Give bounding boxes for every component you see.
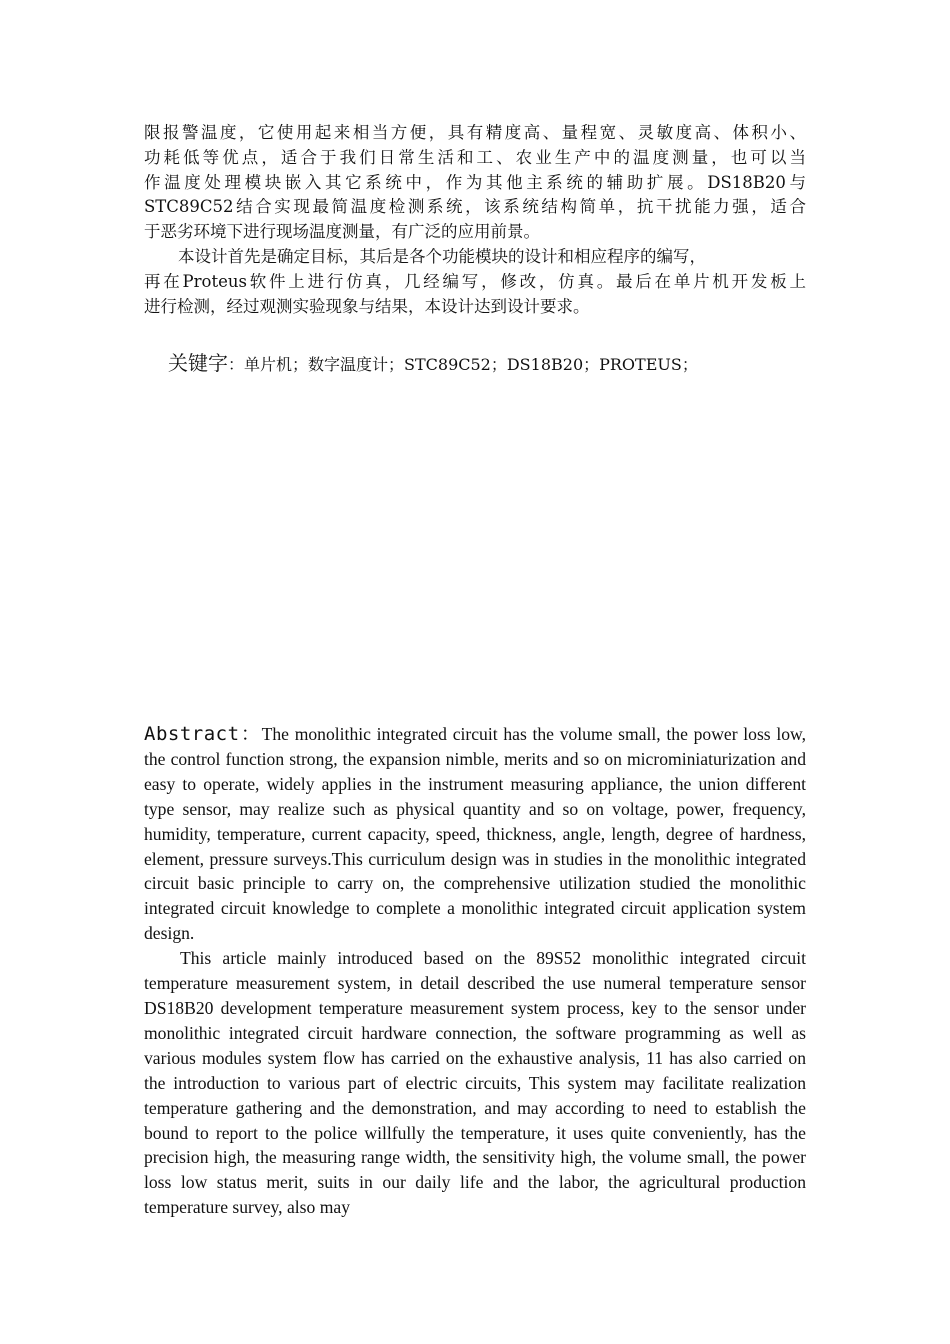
abstract-label: Abstract：	[144, 723, 262, 745]
abstract-paragraph-1	[144, 722, 806, 946]
cn-p1-line-2: 功耗低等优点，适合于我们日常生活和工、农业生产中的温度测量，也可以当	[144, 147, 806, 167]
keywords-label: 关键字	[168, 351, 228, 375]
chinese-abstract	[144, 121, 806, 319]
cn-p2-line-1: 本设计首先是确定目标，其后是各个功能模块的设计和相应程序的编写，	[178, 246, 706, 266]
keywords-text: 单片机；数字温度计；STC89C52；DS18B20；PROTEUS；	[244, 355, 698, 374]
english-abstract	[144, 722, 806, 1220]
abstract-paragraph-1-text: The monolithic integrated circuit has the volume small, the power loss low, the control function strong, the expansion nimble, merits and so on microminiaturization and easy to operate, widely applies in the instrument measuring appliance, the union different type sensor, may realize such as physical quantity and so on voltage, power, frequency, humidity, temperature, current capacity, speed, thickness, angle, length, degree of hardness, element, pressure surveys.This curriculum design was in studies in the monolithic integrated circuit basic principle to carry on, the comprehensive utilization studied the monolithic integrated circuit knowledge to complete a monolithic integrated circuit application system design.	[144, 724, 807, 944]
keywords-line	[168, 347, 698, 376]
cn-p1-line-5: 于恶劣环境下进行现场温度测量，有广泛的应用前景。	[144, 222, 540, 242]
abstract-paragraph-2: This article mainly introduced based on the 89S52 monolithic integrated circuit temperature measurement system, in detail described the use numeral temperature sensor DS18B20 development temperature measurement system process, key to the sensor under monolithic integrated circuit hardware connection, the software programming as well as various modules system flow has carried on the exhaustive analysis, 11 has also carried on the introduction to various part of electric circuits, This system may facilitate realization temperature gathering and the demonstration, and may according to need to establish the bound to report to the police willfully the temperature, it uses quite conveniently, has the precision high, the measuring range width, the sensitivity high, the volume small, the power loss low status merit, suits in our daily life and the labor, the agricultural production temperature survey, also may	[144, 948, 806, 1218]
cn-p1-line-1: 限报警温度，它使用起来相当方便，具有精度高、量程宽、灵敏度高、体积小、	[144, 123, 806, 142]
cn-p2-line-2: 再在Proteus软件上进行仿真，几经编写，修改，仿真。最后在单片机开发板上	[144, 271, 806, 291]
cn-p1-line-4: STC89C52结合实现最简温度检测系统，该系统结构简单，抗干扰能力强，适合	[144, 197, 806, 217]
keywords-separator: ：	[228, 355, 245, 374]
cn-p2-line-3: 进行检测，经过观测实验现象与结果，本设计达到设计要求。	[144, 296, 590, 316]
cn-p1-line-3: 作温度处理模块嵌入其它系统中，作为其他主系统的辅助扩展。DS18B20与	[144, 172, 806, 192]
